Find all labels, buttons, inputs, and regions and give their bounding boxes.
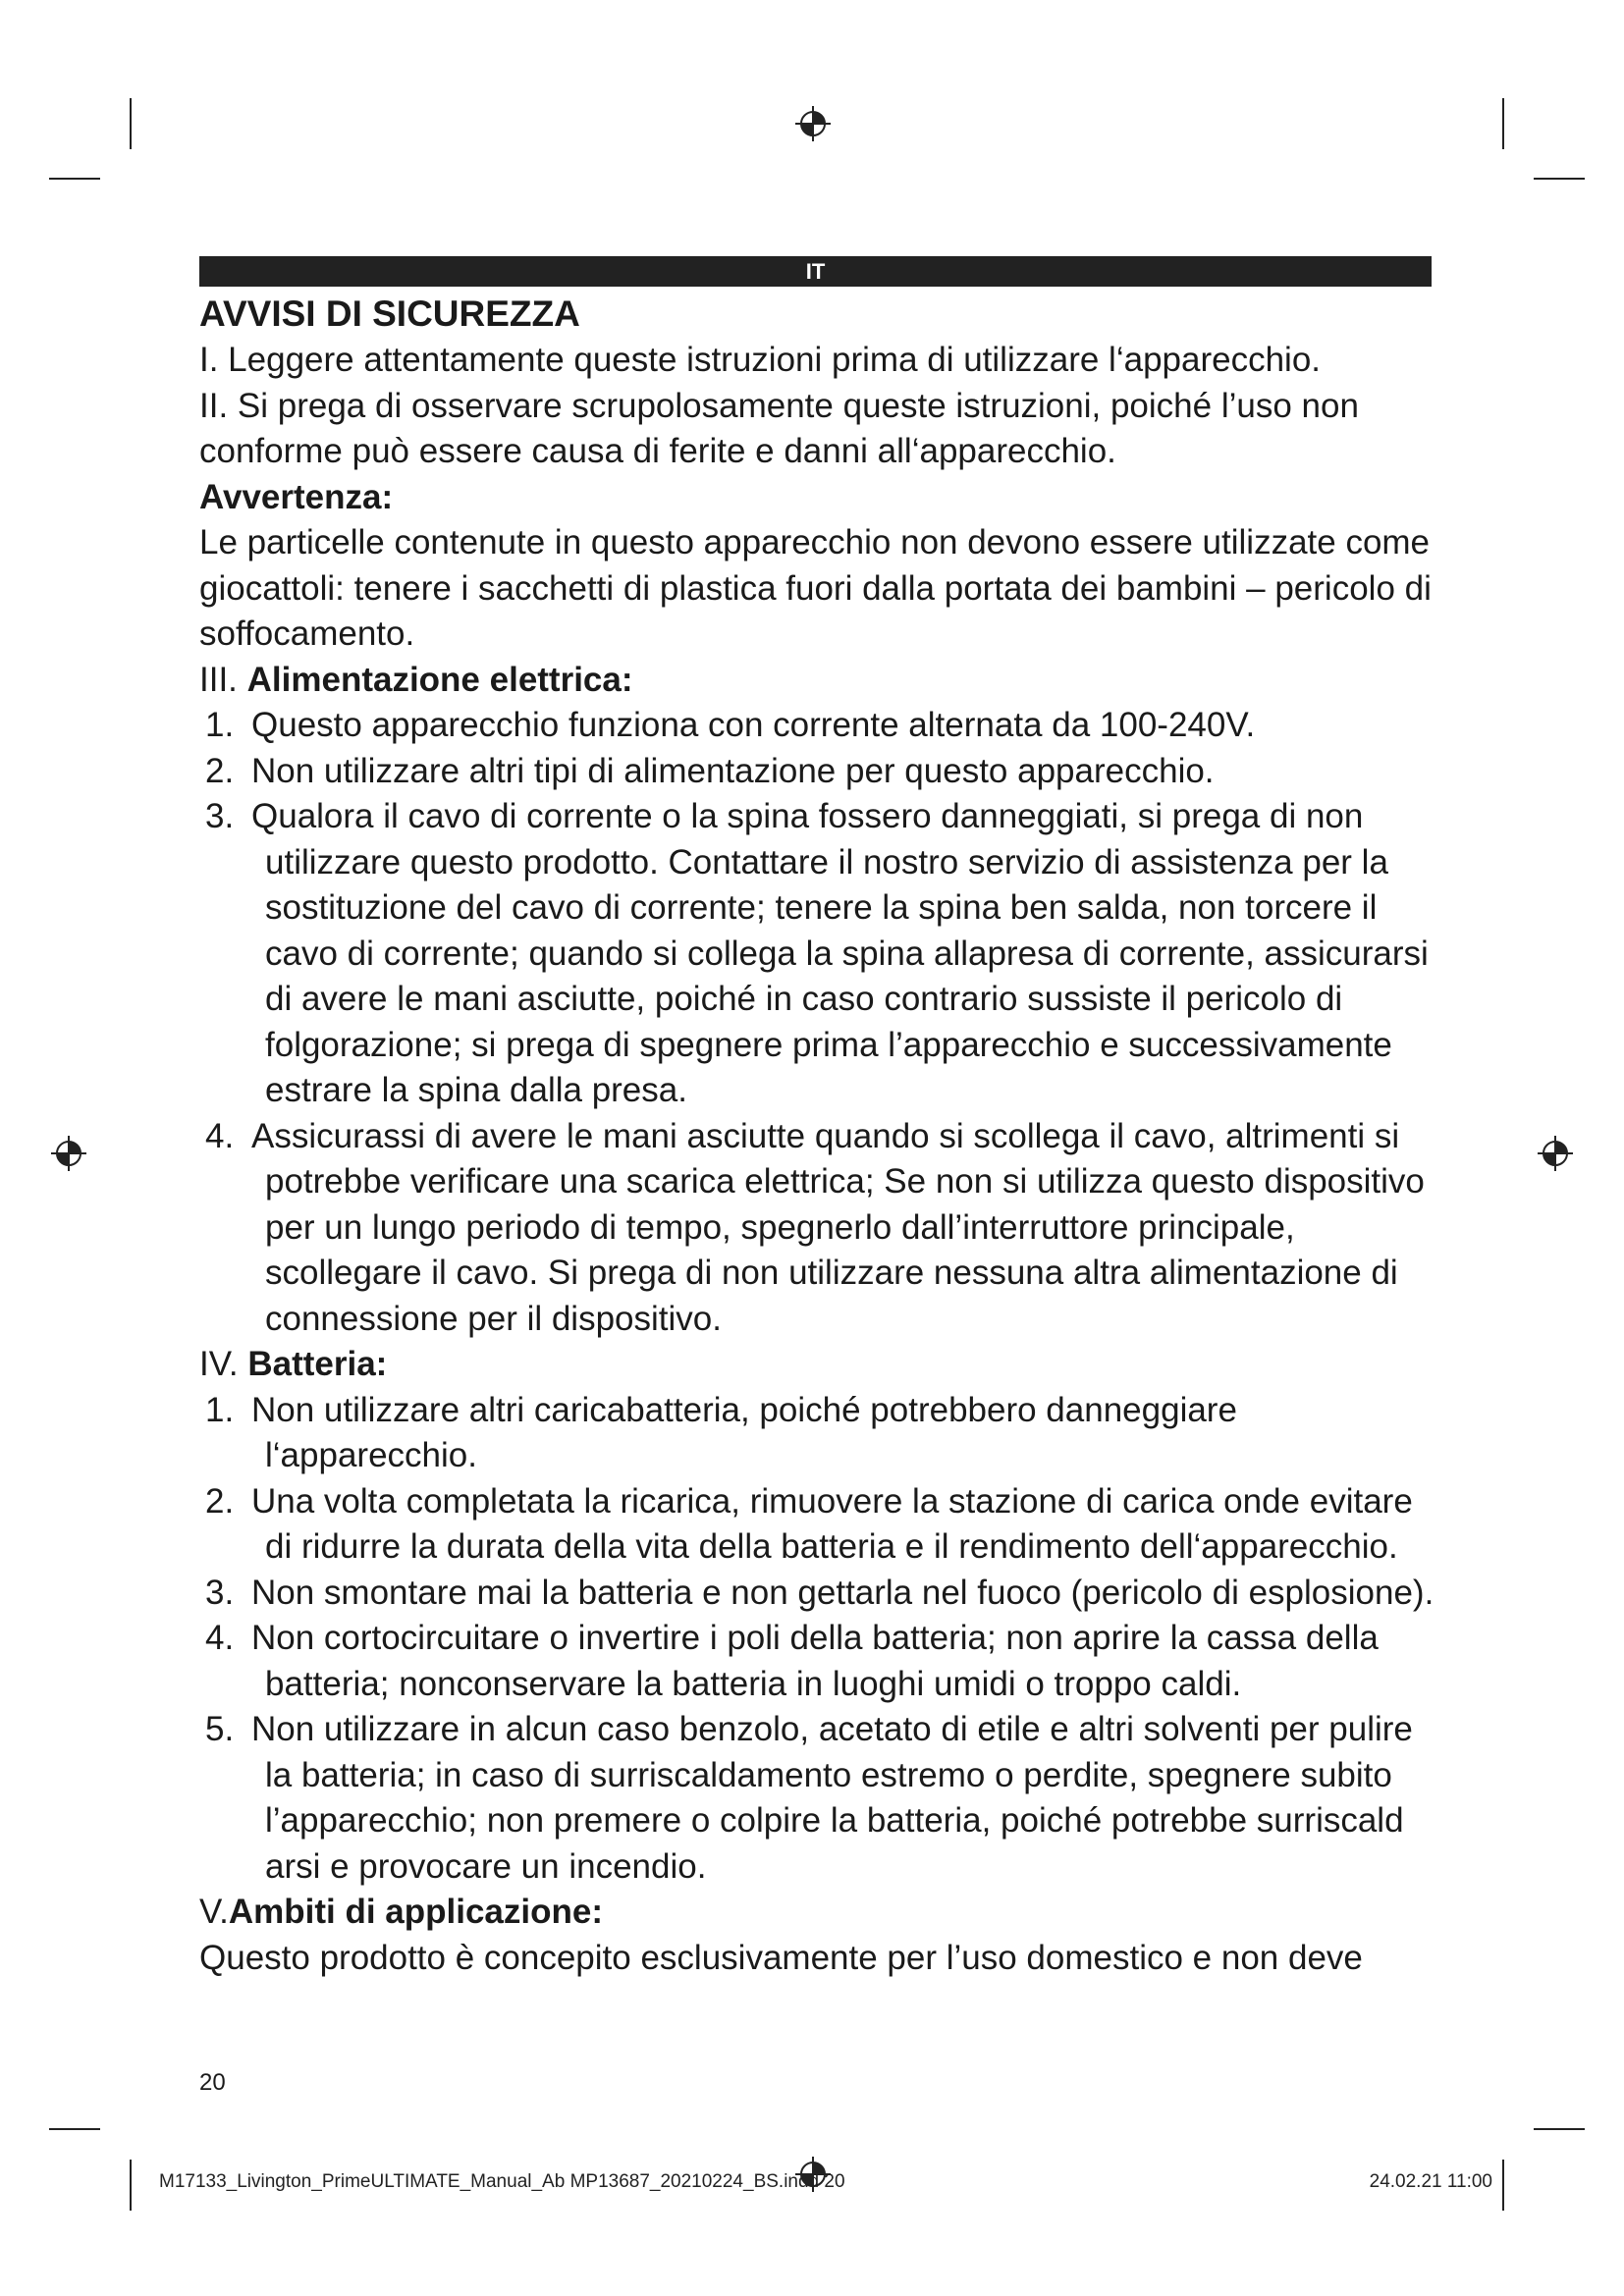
item-text: Non cortocircuitare o invertire i poli della batteria; non aprire la cassa della batteria; nonconservare la batteria in luoghi umidi o troppo caldi. xyxy=(251,1619,1379,1703)
page-title: AVVISI DI SICUREZZA xyxy=(199,294,580,334)
list-item xyxy=(199,1571,1436,1617)
item-text: Questo apparecchio funziona con corrente alternata da 100-240V. xyxy=(251,706,1256,744)
list-item xyxy=(199,794,1436,1114)
item-text: Qualora il cavo di corrente o la spina fossero danneggiati, si prega di non utilizzare questo prodotto. Contattare il nostro servizio di assistenza per la sostituzione del cavo di corrente; tenere la spina ben salda, non torcere il cavo di corrente; quando si collega la spina allapresa di corrente, assicurarsi di avere le mani asciutte, poiché in caso contrario sussiste il pericolo di folgorazione; si prega di spegnere prima l’apparecchio e successivamente estrare la spina dalla presa. xyxy=(251,797,1429,1109)
section-heading-battery xyxy=(199,1342,1436,1388)
item-number: 2. xyxy=(205,751,235,790)
section-number: V. xyxy=(199,1893,229,1931)
list-item xyxy=(199,1616,1436,1707)
crop-mark-top-left-v xyxy=(130,98,132,149)
item-number: 1. xyxy=(205,706,235,744)
warning-text: Le particelle contenute in questo apparecchio non devono essere utilizzate come giocattoli: tenere i sacchetti di plastica fuori dalla portata dei bambini – pericolo di soffocamento. xyxy=(199,523,1432,653)
power-list xyxy=(199,703,1436,1342)
warning-heading: Avvertenza: xyxy=(199,477,394,516)
item-number: 4. xyxy=(205,1619,235,1657)
item-text: Non utilizzare altri tipi di alimentazione per questo apparecchio. xyxy=(251,751,1215,790)
crop-mark-bottom-left-v xyxy=(130,2160,132,2211)
document-body xyxy=(199,291,1436,1981)
registration-mark-icon xyxy=(50,1135,87,1172)
section-number: IV. xyxy=(199,1345,239,1383)
crop-mark-bottom-left-h xyxy=(49,2128,100,2130)
section-title: Batteria: xyxy=(247,1345,388,1383)
crop-mark-bottom-right-v xyxy=(1502,2160,1504,2211)
section-heading-power xyxy=(199,658,1436,704)
print-timestamp: 24.02.21 11:00 xyxy=(1369,2171,1492,2192)
item-text: Una volta completata la ricarica, rimuovere la stazione di carica onde evitare di ridurre la durata della vita della batteria e il rendimento dell‘apparecchio. xyxy=(251,1481,1413,1566)
item-number: 5. xyxy=(205,1710,235,1748)
list-item xyxy=(199,1707,1436,1890)
language-tab: IT xyxy=(199,256,1432,287)
item-number: 3. xyxy=(205,797,235,835)
item-text: Assicurassi di avere le mani asciutte quando si scollega il cavo, altrimenti si potrebbe verificare una scarica elettrica; Se non si utilizza questo dispositivo per un lungo periodo di tempo, spegnerlo dall’interruttore principale, scollegare il cavo. Si prega di non utilizzare nessuna altra alimentazione di connessione per il dispositivo. xyxy=(251,1116,1425,1338)
list-item xyxy=(199,749,1436,795)
section-title: Ambiti di applicazione: xyxy=(228,1893,603,1931)
list-item xyxy=(199,1114,1436,1343)
print-slug: M17133_Livington_PrimeULTIMATE_Manual_Ab MP13687_20210224_BS.indd 20 xyxy=(159,2171,845,2192)
intro-1: I. Leggere attentamente queste istruzioni prima di utilizzare l‘apparecchio. xyxy=(199,341,1322,379)
item-number: 3. xyxy=(205,1573,235,1612)
battery-list xyxy=(199,1388,1436,1891)
section-heading-applications xyxy=(199,1890,1436,1936)
crop-mark-top-right-h xyxy=(1534,178,1585,180)
crop-mark-top-right-v xyxy=(1502,98,1504,149)
item-text: Non utilizzare in alcun caso benzolo, acetato di etile e altri solventi per pulire la batteria; in caso di surriscaldamento estremo o perdite, spegnere subito l’apparecchio; non premere o colpire la batteria, poiché potrebbe surriscald arsi e provocare un incendio. xyxy=(251,1710,1413,1886)
list-item xyxy=(199,1479,1436,1571)
intro-2: II. Si prega di osservare scrupolosamente queste istruzioni, poiché l’uso non conforme può essere causa di ferite e danni all‘apparecchio. xyxy=(199,386,1359,470)
page-number: 20 xyxy=(199,2069,226,2096)
section-number: III. xyxy=(199,660,238,699)
item-number: 2. xyxy=(205,1481,235,1521)
crop-mark-top-left-h xyxy=(49,178,100,180)
registration-mark-icon xyxy=(794,105,832,142)
list-item xyxy=(199,1388,1436,1479)
registration-mark-icon xyxy=(1537,1135,1574,1172)
list-item xyxy=(199,703,1436,749)
item-text: Non smontare mai la batteria e non gettarla nel fuoco (pericolo di esplosione). xyxy=(251,1573,1435,1612)
item-number: 4. xyxy=(205,1116,235,1155)
crop-mark-bottom-right-h xyxy=(1534,2128,1585,2130)
applications-text: Questo prodotto è concepito esclusivamente per l’uso domestico e non deve xyxy=(199,1938,1363,1977)
item-number: 1. xyxy=(205,1390,235,1429)
section-title: Alimentazione elettrica: xyxy=(246,660,633,699)
item-text: Non utilizzare altri caricabatteria, poiché potrebbero danneggiare l‘apparecchio. xyxy=(251,1390,1237,1474)
